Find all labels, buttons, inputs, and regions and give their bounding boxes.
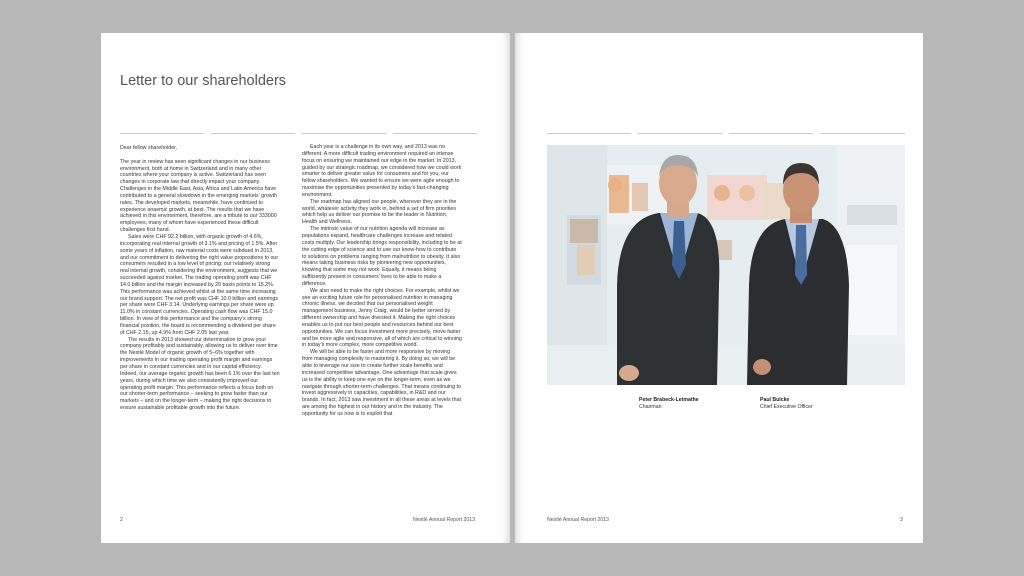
person-role: Chairman (639, 403, 662, 410)
column-rule (120, 133, 204, 134)
right-page (515, 33, 923, 543)
paragraph: Sales were CHF 92.2 billion, with organic growth of 4.6%, incorporating real internal growth of 3.1% and pricing of 1.5%. After some years of inflation, raw material costs were subdued in 2013, and our commitment to delivering the right value propositions to our consumers resulted in a low level of pricing: our relatively strong real internal growth, considering the environment, suggests that we succeeded against market. The trading operating profit was CHF 14.0 billion and the margin increased by 20 basis points to 15.2%. This performance was achieved whilst at the same time increasing our brand support. The net profit was CHF 10.0 billion and earnings per share were CHF 3.14. Underlying earnings per share were up 11.0% in constant currencies. Operating cash flow was CHF 15.0 billion. In view of this performance and the company’s strong financial position, the board is recommending a dividend per share of CHF 2.15, up 4.9% from CHF 2.05 last year. (120, 233, 279, 336)
paragraph: The results in 2013 showed our determination to grow your company profitably and sustainably, allowing us to deliver over time the Nestlé Model of organic growth of 5–6% together with improvements in our trading operating profit margin and earnings per share in constant currencies and in our capital efficiency. Indeed, our average organic growth has been 6.1% over the last ten years, during which time we also consistently improved our operating profit margin. This performance reflects a focus both on our shorter-term performance – seeking to grow faster than our markets – and on the longer-term – making the right decisions to ensure sustainable profitable growth into the future. (120, 336, 280, 412)
report-footer: Nestlé Annual Report 2013 (413, 517, 476, 523)
salutation: Dear fellow shareholder, (120, 145, 178, 151)
paragraph: Each year is a challenge in its own way, and 2013 was no different. A more difficult trading environment required an intense focus on ensuring we maintained our edge in the market. In 2013, guided by our strategic roadmap, we considered how we could work smarter to deliver greater value for consumers and for you, our fellow shareholders. We wanted to ensure we were agile enough to maximise the opportunities presented by today’s fast-changing environment. (302, 144, 462, 198)
paragraph: The roadmap has aligned our people, wherever they are in the world, whatever activity they work in, behind a set of firm priorities which help us deliver our promise to be the leader in Nutrition, Health and Wellness. (302, 198, 457, 226)
caption-chairman (639, 397, 699, 410)
person-name: Peter Brabeck-Letmathe (639, 397, 699, 403)
paragraph: The intrinsic value of our nutrition agenda will increase as populations expand, healthcare challenges increase and related costs multiply. Our leadership brings responsibility, including to be at the cutting edge of science and to use our know-how to contribute to solutions on problems ranging from malnutrition to obesity. It also means taking business risks by pioneering new opportunities, knowing that some may not work. Equally, it means being sufficiently present in consumers’ lives to be able to make a difference. (302, 226, 462, 287)
letter-column-2 (302, 144, 462, 418)
person-role: Chief Executive Officer (760, 403, 813, 410)
column-rule (302, 133, 386, 134)
column-rule (638, 133, 722, 134)
report-footer: Nestlé Annual Report 2013 (547, 517, 610, 523)
column-rule (729, 133, 813, 134)
column-rule (820, 133, 905, 134)
executives-photo (547, 145, 905, 385)
paragraph: We also need to make the right choices. For example, whilst we see an exciting future role for personalised nutrition in managing chronic illness, we decided that our personalised weight management business, Jenny Craig, would be better served by different ownership and have divested it. Making the right choices enables us to put our best people and resources behind our best opportunities. We can focus investment more precisely, move faster and be more agile and responsive, all of which are critical to winning in today’s more complex, more competitive world. (302, 287, 462, 349)
paragraph: The year in review has seen significant changes in our business environment, both at home in Switzerland and in many other countries where your company is active. Switzerland has seen changes in corporate law that directly impact your company. Challenges in the Middle East, Asia, Africa and Latin America have contributed to a general slowdown in the emerging markets’ growth rates. The developed markets, meanwhile, have continued to experience anaemic growth, at best. The results that we have achieved in this environment, therefore, are a tribute to our 333000 employees, many of whom have experienced these difficult challenges first hand. (120, 158, 278, 234)
paragraph: We will be able to be faster and more responsive by moving from managing complexity to mastering it. By doing so, we will be able to leverage our size to create further scale benefits and increased competitive advantage. One advantage that scale gives us is the ability to keep one eye on the longer-term, even as we navigate through shorter-term challenges. That means continuing to invest aggressively in capacities, capabilities, in R&D and our brands. In fact, 2013 saw investment in all these areas at levels that are among the highest in our history and in the industry. The opportunity for us now is to exploit that (302, 349, 461, 417)
page-number: 3 (900, 517, 903, 523)
column-rule (393, 133, 477, 134)
column-rule (547, 133, 631, 134)
page-title: Letter to our shareholders (120, 72, 287, 89)
left-page (101, 33, 510, 543)
letter-column-1 (120, 145, 280, 412)
column-rule (211, 133, 295, 134)
photo-illustration (547, 145, 905, 385)
person-name: Paul Bulcke (760, 397, 790, 403)
caption-ceo (760, 397, 813, 410)
page-number: 2 (120, 517, 123, 523)
